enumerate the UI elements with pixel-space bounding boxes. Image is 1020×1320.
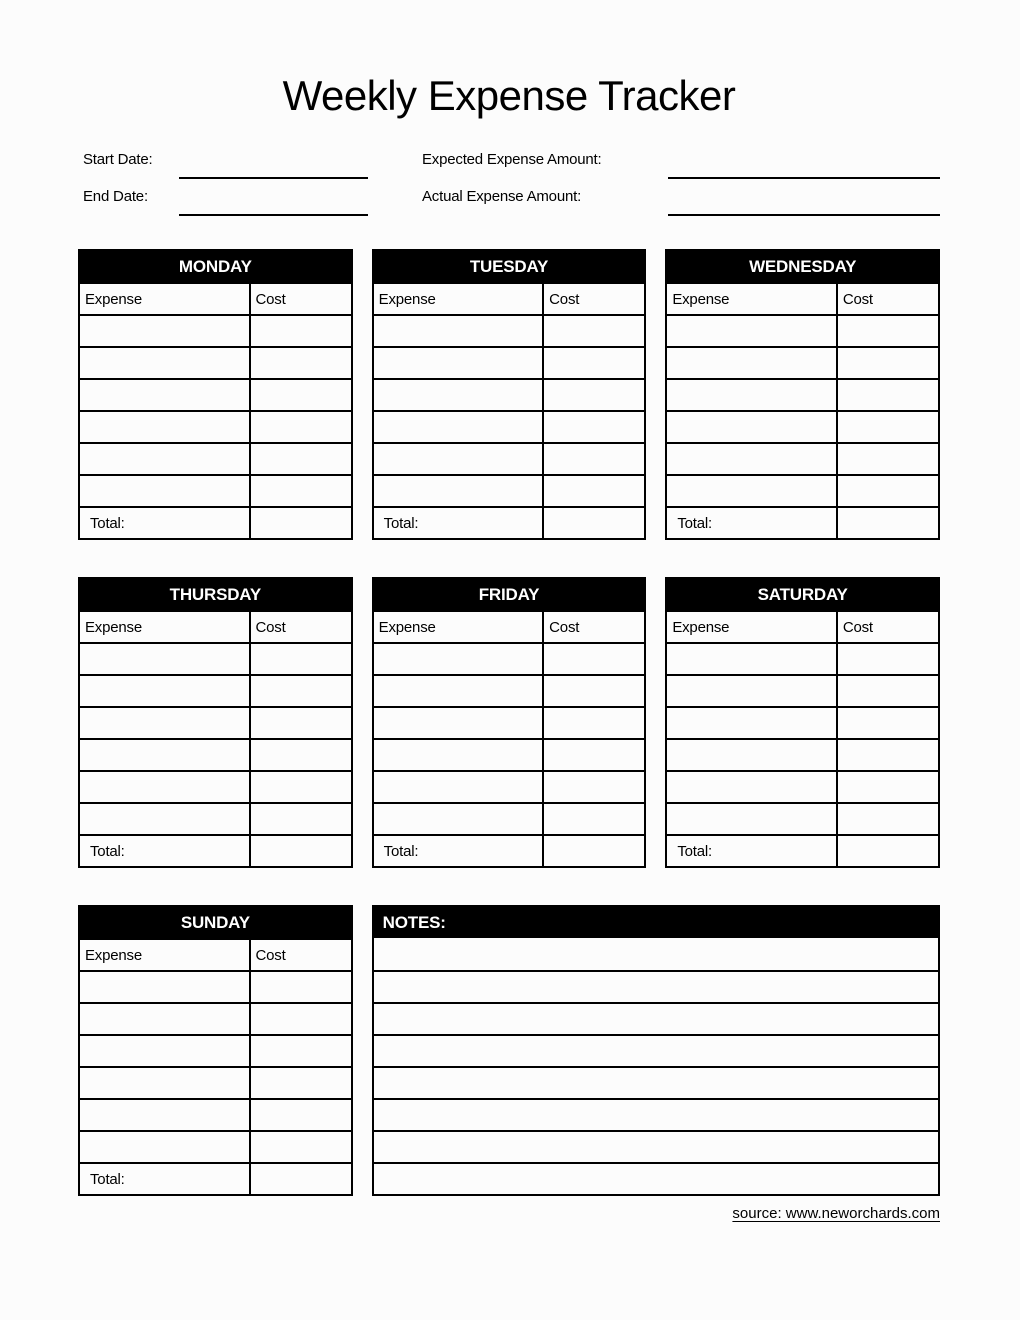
sunday-expense-row (80, 1034, 351, 1066)
notes-line[interactable] (374, 1098, 938, 1130)
saturday-cost-input-cell[interactable] (838, 772, 938, 802)
day-table-thursday (78, 577, 353, 868)
friday-cost-input-cell[interactable] (544, 740, 644, 770)
tuesday-expense-row (374, 474, 645, 506)
day-header-tuesday: TUESDAY (374, 251, 645, 282)
thursday-cost-column-header: Cost (255, 618, 286, 636)
day-header-friday: FRIDAY (374, 579, 645, 610)
thursday-total-value-cell[interactable] (251, 836, 351, 866)
wednesday-cost-input-cell[interactable] (838, 316, 938, 346)
saturday-expense-input-cell[interactable] (667, 644, 838, 674)
notes-line[interactable] (374, 1034, 938, 1066)
thursday-expense-row (80, 770, 351, 802)
wednesday-expense-input-cell[interactable] (667, 348, 838, 378)
end-date-field (83, 179, 368, 216)
tuesday-column-headers (374, 282, 645, 314)
thursday-cost-input-cell[interactable] (251, 708, 351, 738)
monday-cost-input-cell[interactable] (251, 348, 351, 378)
day-header-saturday: SATURDAY (667, 579, 938, 610)
thursday-expense-row (80, 738, 351, 770)
day-table-monday (78, 249, 353, 540)
wednesday-expense-row (667, 442, 938, 474)
wednesday-total-value-cell[interactable] (838, 508, 938, 538)
sunday-expense-input-cell[interactable] (80, 972, 251, 1002)
day-header-wednesday: WEDNESDAY (667, 251, 938, 282)
monday-cost-input-cell[interactable] (251, 412, 351, 442)
thursday-expense-input-cell[interactable] (80, 644, 251, 674)
thursday-cost-input-cell[interactable] (251, 644, 351, 674)
tuesday-expense-input-cell[interactable] (374, 476, 545, 506)
wednesday-expense-column-header: Expense (667, 284, 838, 314)
saturday-expense-row (667, 802, 938, 834)
thursday-expense-input-cell[interactable] (80, 740, 251, 770)
thursday-cost-input-cell[interactable] (251, 772, 351, 802)
day-tables-grid (78, 249, 940, 1196)
saturday-expense-row (667, 738, 938, 770)
monday-expense-row (80, 314, 351, 346)
monday-expense-input-cell[interactable] (80, 412, 251, 442)
sunday-cost-input-cell[interactable] (251, 972, 351, 1002)
monday-total-row (80, 506, 351, 538)
source-link[interactable]: source: www.neworchards.com (732, 1205, 940, 1222)
sunday-expense-row (80, 1002, 351, 1034)
wednesday-cost-input-cell[interactable] (838, 444, 938, 474)
tuesday-cost-input-cell[interactable] (544, 380, 644, 410)
sunday-column-headers (80, 938, 351, 970)
friday-expense-input-cell[interactable] (374, 740, 545, 770)
day-table-wednesday (665, 249, 940, 540)
notes-line[interactable] (374, 1130, 938, 1162)
wednesday-expense-row (667, 474, 938, 506)
friday-total-label: Total: (374, 836, 545, 866)
thursday-expense-input-cell[interactable] (80, 708, 251, 738)
thursday-expense-input-cell[interactable] (80, 804, 251, 834)
thursday-total-row (80, 834, 351, 866)
friday-expense-row (374, 674, 645, 706)
wednesday-cost-column-header: Cost (842, 290, 873, 308)
tuesday-cost-input-cell[interactable] (544, 412, 644, 442)
tuesday-total-row (374, 506, 645, 538)
sunday-total-value-cell[interactable] (251, 1164, 351, 1194)
sunday-total-row (80, 1162, 351, 1194)
sunday-expense-row (80, 970, 351, 1002)
expected-expense-field (422, 142, 940, 179)
friday-column-headers (374, 610, 645, 642)
tuesday-expense-input-cell[interactable] (374, 348, 545, 378)
actual-expense-label: Actual Expense Amount: (422, 188, 582, 205)
saturday-cost-input-cell[interactable] (838, 708, 938, 738)
friday-expense-input-cell[interactable] (374, 804, 545, 834)
thursday-expense-row (80, 802, 351, 834)
saturday-cost-input-cell[interactable] (838, 676, 938, 706)
tuesday-total-value-cell[interactable] (544, 508, 644, 538)
monday-cost-input-cell[interactable] (251, 444, 351, 474)
tuesday-total-label: Total: (374, 508, 545, 538)
sunday-expense-row (80, 1066, 351, 1098)
wednesday-expense-row (667, 346, 938, 378)
saturday-expense-input-cell[interactable] (667, 676, 838, 706)
friday-cost-input-cell[interactable] (544, 772, 644, 802)
monday-total-value-cell[interactable] (251, 508, 351, 538)
expected-expense-input[interactable] (668, 149, 940, 179)
monday-expense-input-cell[interactable] (80, 444, 251, 474)
day-table-saturday (665, 577, 940, 868)
saturday-expense-input-cell[interactable] (667, 708, 838, 738)
friday-expense-input-cell[interactable] (374, 708, 545, 738)
monday-expense-input-cell[interactable] (80, 316, 251, 346)
saturday-expense-row (667, 642, 938, 674)
monday-cost-input-cell[interactable] (251, 380, 351, 410)
friday-cost-input-cell[interactable] (544, 644, 644, 674)
tuesday-expense-input-cell[interactable] (374, 412, 545, 442)
monday-cost-column-header: Cost (255, 290, 286, 308)
sunday-expense-input-cell[interactable] (80, 1132, 251, 1162)
monday-column-headers (80, 282, 351, 314)
notes-panel (372, 905, 940, 1196)
sunday-expense-row (80, 1098, 351, 1130)
friday-expense-input-cell[interactable] (374, 644, 545, 674)
day-header-monday: MONDAY (80, 251, 351, 282)
friday-expense-column-header: Expense (374, 612, 545, 642)
sunday-cost-input-cell[interactable] (251, 1132, 351, 1162)
wednesday-cost-input-cell[interactable] (838, 380, 938, 410)
saturday-cost-input-cell[interactable] (838, 740, 938, 770)
form-fields (78, 142, 940, 216)
day-table-sunday (78, 905, 353, 1196)
friday-expense-row (374, 770, 645, 802)
notes-header: NOTES: (374, 907, 938, 938)
sunday-expense-column-header: Expense (80, 940, 251, 970)
monday-expense-input-cell[interactable] (80, 380, 251, 410)
tuesday-cost-column-header: Cost (549, 290, 580, 308)
saturday-cost-input-cell[interactable] (838, 804, 938, 834)
monday-cost-input-cell[interactable] (251, 316, 351, 346)
thursday-cost-input-cell[interactable] (251, 804, 351, 834)
wednesday-expense-input-cell[interactable] (667, 444, 838, 474)
notes-line[interactable] (374, 1002, 938, 1034)
notes-line[interactable] (374, 970, 938, 1002)
monday-expense-row (80, 378, 351, 410)
wednesday-expense-input-cell[interactable] (667, 380, 838, 410)
friday-cost-input-cell[interactable] (544, 804, 644, 834)
actual-expense-field (422, 179, 940, 216)
wednesday-expense-input-cell[interactable] (667, 476, 838, 506)
friday-expense-input-cell[interactable] (374, 772, 545, 802)
tuesday-cost-input-cell[interactable] (544, 348, 644, 378)
friday-total-value-cell[interactable] (544, 836, 644, 866)
sunday-cost-input-cell[interactable] (251, 1036, 351, 1066)
wednesday-expense-row (667, 378, 938, 410)
tuesday-expense-row (374, 346, 645, 378)
start-date-input[interactable] (179, 149, 368, 179)
footer (78, 1205, 940, 1223)
friday-expense-row (374, 738, 645, 770)
monday-expense-input-cell[interactable] (80, 476, 251, 506)
monday-expense-row (80, 442, 351, 474)
wednesday-total-row (667, 506, 938, 538)
wednesday-column-headers (667, 282, 938, 314)
thursday-expense-column-header: Expense (80, 612, 251, 642)
saturday-column-headers (667, 610, 938, 642)
tuesday-expense-row (374, 442, 645, 474)
saturday-expense-row (667, 706, 938, 738)
monday-cost-input-cell[interactable] (251, 476, 351, 506)
tuesday-expense-input-cell[interactable] (374, 380, 545, 410)
monday-expense-column-header: Expense (80, 284, 251, 314)
page-title: Weekly Expense Tracker (282, 72, 736, 119)
start-date-label: Start Date: (83, 151, 153, 168)
date-fields-column (78, 142, 368, 216)
sunday-expense-row (80, 1130, 351, 1162)
wednesday-cost-input-cell[interactable] (838, 476, 938, 506)
thursday-expense-input-cell[interactable] (80, 772, 251, 802)
tuesday-expense-column-header: Expense (374, 284, 545, 314)
sunday-expense-input-cell[interactable] (80, 1100, 251, 1130)
sunday-expense-input-cell[interactable] (80, 1068, 251, 1098)
tuesday-cost-input-cell[interactable] (544, 476, 644, 506)
wednesday-expense-input-cell[interactable] (667, 316, 838, 346)
monday-expense-row (80, 410, 351, 442)
amount-fields-column (422, 142, 940, 216)
tuesday-expense-input-cell[interactable] (374, 444, 545, 474)
saturday-expense-input-cell[interactable] (667, 772, 838, 802)
end-date-label: End Date: (83, 188, 148, 205)
sunday-total-label: Total: (80, 1164, 251, 1194)
thursday-cost-input-cell[interactable] (251, 676, 351, 706)
friday-cost-input-cell[interactable] (544, 708, 644, 738)
monday-expense-row (80, 474, 351, 506)
friday-total-row (374, 834, 645, 866)
friday-expense-row (374, 642, 645, 674)
saturday-expense-column-header: Expense (667, 612, 838, 642)
tuesday-cost-input-cell[interactable] (544, 444, 644, 474)
thursday-expense-row (80, 642, 351, 674)
thursday-expense-input-cell[interactable] (80, 676, 251, 706)
saturday-expense-row (667, 674, 938, 706)
sunday-cost-input-cell[interactable] (251, 1004, 351, 1034)
expected-expense-label: Expected Expense Amount: (422, 151, 602, 168)
thursday-expense-row (80, 706, 351, 738)
notes-line[interactable] (374, 938, 938, 970)
saturday-cost-input-cell[interactable] (838, 644, 938, 674)
friday-cost-input-cell[interactable] (544, 676, 644, 706)
day-header-sunday: SUNDAY (80, 907, 351, 938)
friday-cost-column-header: Cost (549, 618, 580, 636)
tuesday-expense-row (374, 314, 645, 346)
thursday-column-headers (80, 610, 351, 642)
end-date-input[interactable] (179, 186, 368, 216)
sunday-cost-input-cell[interactable] (251, 1068, 351, 1098)
sunday-cost-input-cell[interactable] (251, 1100, 351, 1130)
saturday-expense-input-cell[interactable] (667, 740, 838, 770)
saturday-total-label: Total: (667, 836, 838, 866)
tuesday-expense-input-cell[interactable] (374, 316, 545, 346)
wednesday-cost-input-cell[interactable] (838, 412, 938, 442)
tuesday-expense-row (374, 410, 645, 442)
sunday-expense-input-cell[interactable] (80, 1004, 251, 1034)
friday-expense-row (374, 706, 645, 738)
wednesday-expense-row (667, 410, 938, 442)
friday-expense-input-cell[interactable] (374, 676, 545, 706)
wednesday-cost-input-cell[interactable] (838, 348, 938, 378)
sunday-expense-input-cell[interactable] (80, 1036, 251, 1066)
friday-expense-row (374, 802, 645, 834)
saturday-total-row (667, 834, 938, 866)
monday-expense-row (80, 346, 351, 378)
notes-lines (374, 938, 938, 1194)
thursday-cost-input-cell[interactable] (251, 740, 351, 770)
saturday-total-value-cell[interactable] (838, 836, 938, 866)
saturday-cost-column-header: Cost (842, 618, 873, 636)
actual-expense-input[interactable] (668, 186, 940, 216)
saturday-expense-input-cell[interactable] (667, 804, 838, 834)
wednesday-expense-row (667, 314, 938, 346)
sunday-cost-column-header: Cost (255, 946, 286, 964)
monday-expense-input-cell[interactable] (80, 348, 251, 378)
day-table-friday (372, 577, 647, 868)
tuesday-cost-input-cell[interactable] (544, 316, 644, 346)
start-date-field (83, 142, 368, 179)
tuesday-expense-row (374, 378, 645, 410)
thursday-expense-row (80, 674, 351, 706)
thursday-total-label: Total: (80, 836, 251, 866)
monday-total-label: Total: (80, 508, 251, 538)
day-table-tuesday (372, 249, 647, 540)
notes-line[interactable] (374, 1162, 938, 1194)
wednesday-total-label: Total: (667, 508, 838, 538)
notes-line[interactable] (374, 1066, 938, 1098)
wednesday-expense-input-cell[interactable] (667, 412, 838, 442)
day-header-thursday: THURSDAY (80, 579, 351, 610)
saturday-expense-row (667, 770, 938, 802)
